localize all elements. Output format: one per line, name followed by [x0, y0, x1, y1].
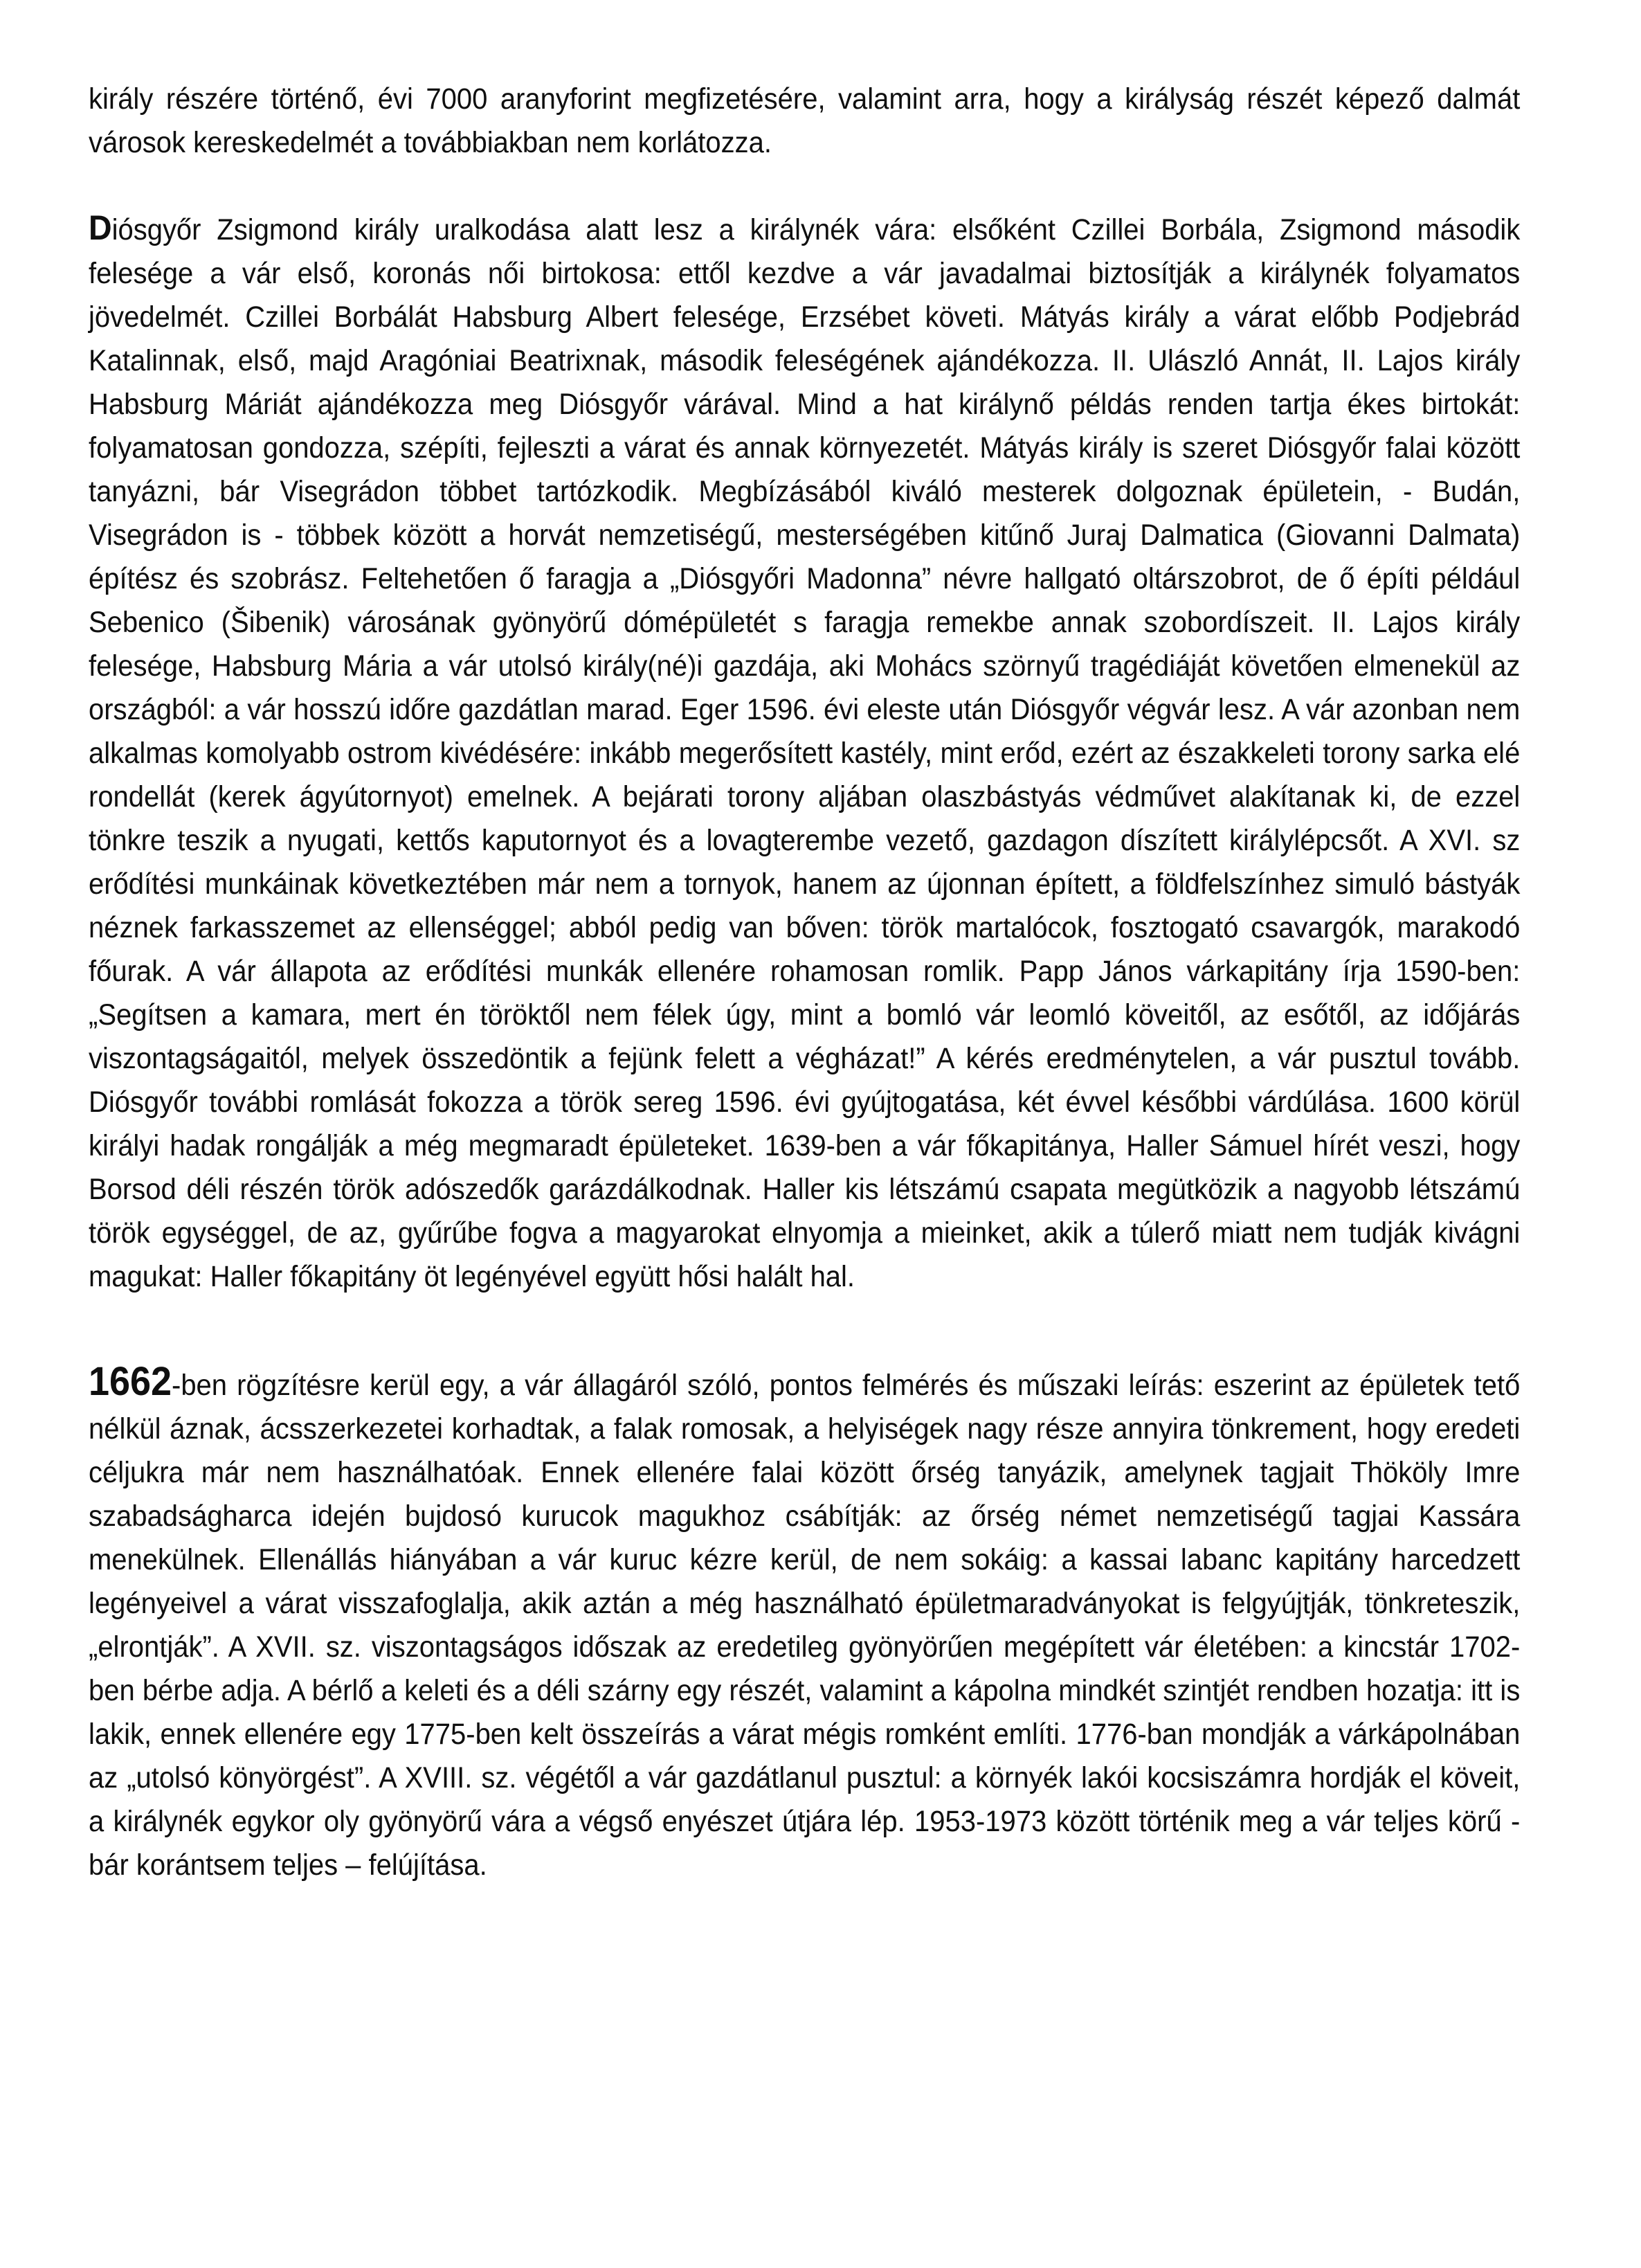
paragraph-lead-letter: D	[89, 208, 112, 247]
paragraph-intro-text: király részére történő, évi 7000 aranyforint megfizetésére, valamint arra, hogy a királyság részét képező dalmát városok kereskedelmét a továbbiakban nem korlátozza.	[89, 82, 1521, 159]
document-page	[89, 78, 1520, 1887]
paragraph-1662-survey	[89, 1360, 1520, 1887]
paragraph-lead-year: 1662	[89, 1359, 172, 1404]
paragraph-diosgyor-history	[89, 206, 1520, 1299]
paragraph-intro	[89, 78, 1520, 165]
paragraph-1662-text: -ben rögzítésre kerül egy, a vár állagáról szóló, pontos felmérés és műszaki leírás: eszerint az épületek tető nélkül áznak, ácsszerkezetei korhadtak, a falak romosak, a helyiségek nagy része annyira tönkrement, hogy eredeti céljukra már nem használhatóak. Ennek ellenére falai között őrség tanyázik, amelynek tagjait Thököly Imre szabadságharca idején bujdosó kurucok magukhoz csábítják: az őrség német nemzetiségű tagjai Kassára menekülnek. Ellenállás hiányában a vár kuruc kézre kerül, de nem sokáig: a kassai labanc kapitány harcedzett legényeivel a várat visszafoglalja, akik aztán a még használható épületmaradványokat is felgyújtják, tönkreteszik, „elrontják”. A XVII. sz. viszontagságos időszak az eredetileg gyönyörűen megépített vár életében: a kincstár 1702-ben bérbe adja. A bérlő a keleti és a déli szárny egy részét, valamint a kápolna mindkét szintjét rendben hozatja: itt is lakik, ennek ellenére egy 1775-ben kelt összeírás a várat mégis romként említi. 1776-ban mondják a várkápolnában az „utolsó könyörgést”. A XVIII. sz. végétől a vár gazdátlanul pusztul: a környék lakói kocsiszámra hordják el köveit, a királynék egykor oly gyönyörű vára a végső enyészet útjára lép. 1953-1973 között történik meg a vár teljes körű - bár korántsem teljes – felújítása.	[89, 1369, 1521, 1882]
paragraph-diosgyor-text: iósgyőr Zsigmond király uralkodása alatt lesz a királynék vára: elsőként Czillei Borbála, Zsigmond második felesége a vár első, koronás női birtokosa: ettől kezdve a vár javadalmai biztosítják a királynék folyamatos jövedelmét. Czillei Borbálát Habsburg Albert felesége, Erzsébet követi. Mátyás király a várat előbb Podjebrád Katalinnak, első, majd Aragóniai Beatrixnak, második feleségének ajándékozza. II. Ulászló Annát, II. Lajos király Habsburg Máriát ajándékozza meg Diósgyőr várával. Mind a hat királynő példás renden tartja ékes birtokát: folyamatosan gondozza, szépíti, fejleszti a várat és annak környezetét. Mátyás király is szeret Diósgyőr falai között tanyázni, bár Visegrádon többet tartózkodik. Megbízásából kiváló mesterek dolgoznak épületein, - Budán, Visegrádon is - többek között a horvát nemzetiségű, mesterségében kitűnő Juraj Dalmatica (Giovanni Dalmata) építész és szobrász. Feltehetően ő faragja a „Diósgyőri Madonna” névre hallgató oltárszobrot, de ő építi például Sebenico (Šibenik) városának gyönyörű dómépületét s faragja remekbe annak szobordíszeit. II. Lajos király felesége, Habsburg Mária a vár utolsó király(né)i gazdája, aki Mohács szörnyű tragédiáját követően elmenekül az országból: a vár hosszú időre gazdátlan marad. Eger 1596. évi eleste után Diósgyőr végvár lesz. A vár azonban nem alkalmas komolyabb ostrom kivédésére: inkább megerősített kastély, mint erőd, ezért az északkeleti torony sarka elé rondellát (kerek ágyútornyot) emelnek. A bejárati torony aljában olaszbástyás védművet alakítanak ki, de ezzel tönkre teszik a nyugati, kettős kaputornyot és a lovagterembe vezető, gazdagon díszített királylépcsőt. A XVI. sz erődítési munkáinak következtében már nem a tornyok, hanem az újonnan épített, a földfelszínhez simuló bástyák néznek farkasszemet az ellenséggel; abból pedig van bőven: török martalócok, fosztogató csavargók, marakodó főurak. A vár állapota az erődítési munkák ellenére rohamosan romlik. Papp János várkapitány írja 1590-ben: „Segítsen a kamara, mert én töröktől nem félek úgy, mint a bomló vár leomló köveitől, az esőtől, az időjárás viszontagságaitól, melyek összedöntik a fejünk felett a végházat!” A kérés eredménytelen, a vár pusztul tovább. Diósgyőr további romlását fokozza a török sereg 1596. évi gyújtogatása, két évvel későbbi várdúlása. 1600 körül királyi hadak rongálják a még megmaradt épületeket. 1639-ben a vár főkapitánya, Haller Sámuel hírét veszi, hogy Borsod déli részén török adószedők garázdálkodnak. Haller kis létszámú csapata megütközik a nagyobb létszámú török egységgel, de az, gyűrűbe fogva a magyarokat elnyomja a mieinket, akik a túlerő miatt nem tudják kivágni magukat: Haller főkapitány öt legényével együtt hősi halált hal.	[89, 213, 1521, 1293]
